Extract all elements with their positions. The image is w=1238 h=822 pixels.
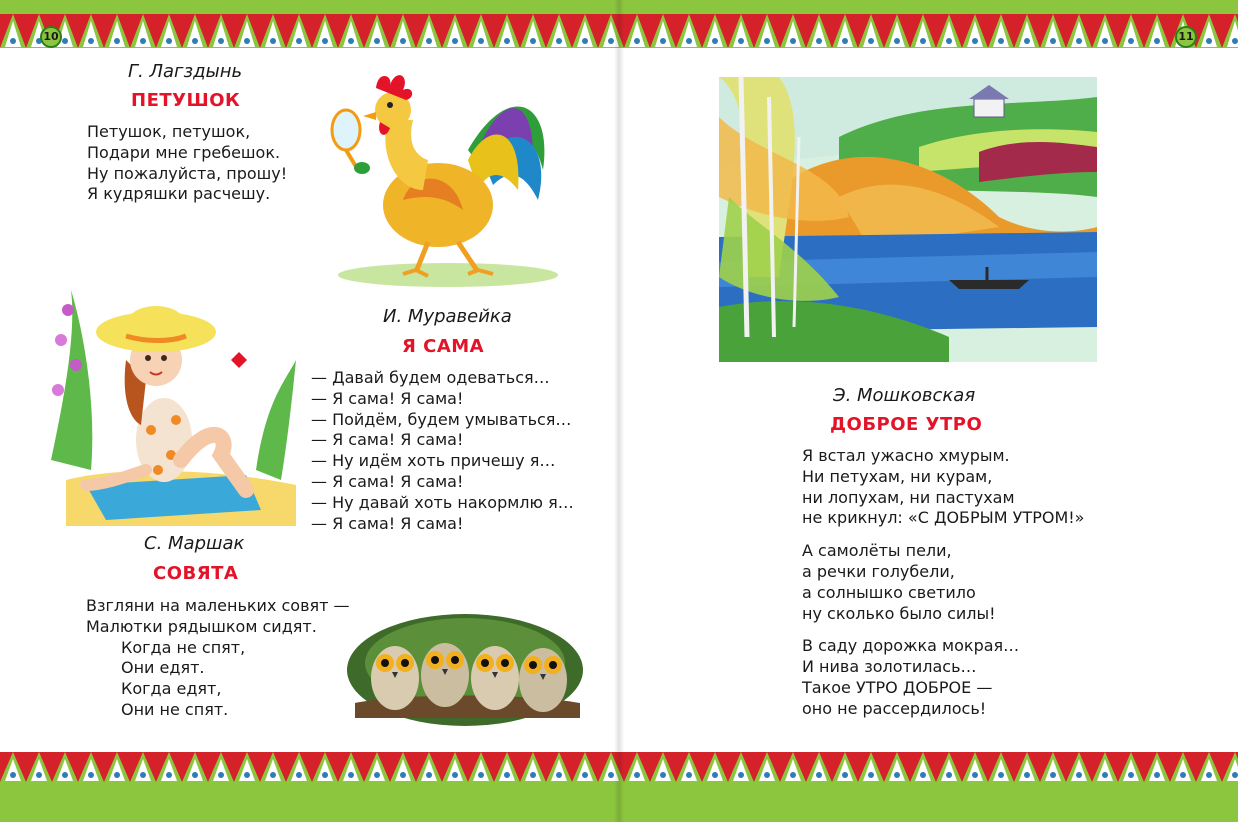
poem-line: Подари мне гребешок.: [87, 142, 281, 162]
title-petushok: ПЕТУШОК: [131, 90, 241, 111]
author-marshak: С. Маршак: [144, 533, 245, 554]
poem-line: Ну пожалуйста, прошу!: [87, 163, 288, 183]
poem-line: не крикнул: «С ДОБРЫМ УТРОМ!»: [802, 508, 1085, 528]
poem-ya-sama: [311, 368, 574, 534]
poem-line: — Я сама! Я сама!: [311, 471, 464, 491]
author-moshkovskaya: Э. Мошковская: [833, 385, 976, 406]
author-muraveika: И. Муравейка: [383, 306, 512, 327]
poem-stanza: [802, 446, 1084, 529]
poem-line: — Ну давай хоть накормлю я…: [311, 492, 574, 512]
poem-line: а солнышко светило: [802, 582, 976, 602]
poem-line: — Я сама! Я сама!: [311, 430, 464, 450]
landscape-painting: [719, 77, 1097, 362]
poem-stanza: [802, 636, 1084, 719]
poem-line: Петушок, петушок,: [87, 122, 251, 141]
poem-line: Они не спят.: [121, 699, 229, 719]
poem-line: оно не рассердилось!: [802, 698, 987, 718]
girl-illustration: [46, 270, 301, 526]
poem-line: — Пойдём, будем умываться…: [311, 409, 572, 429]
page-number-left: 10: [40, 26, 62, 48]
poem-line: Такое УТРО ДОБРОЕ —: [802, 677, 993, 697]
author-lagzdyn: Г. Лагздынь: [128, 61, 243, 82]
title-ya-sama: Я САМА: [402, 336, 485, 357]
poem-line: Когда не спят,: [121, 637, 246, 657]
poem-sovyata: [86, 596, 350, 721]
poem-stanza: [802, 541, 1084, 624]
page-number-right: 11: [1175, 26, 1197, 48]
owlets-illustration: [345, 608, 585, 728]
poem-line: — Ну идём хоть причешу я…: [311, 451, 556, 471]
poem-line: В саду дорожка мокрая…: [802, 636, 1020, 656]
poem-line: Когда едят,: [121, 679, 222, 699]
poem-line: а речки голубели,: [802, 561, 955, 581]
poem-line: ни лопухам, ни пастухам: [802, 487, 1015, 507]
title-sovyata: СОВЯТА: [153, 563, 239, 584]
poem-line: А самолёты пели,: [802, 541, 952, 561]
poem-line: — Я сама! Я сама!: [311, 513, 464, 533]
poem-line: Взгляни на маленьких совят —: [86, 596, 350, 615]
poem-petushok: [87, 122, 287, 205]
rooster-illustration: [318, 60, 568, 290]
poem-line: Малютки рядышком сидят.: [86, 616, 317, 636]
poem-line: Они едят.: [121, 658, 205, 678]
poem-line: ну сколько было силы!: [802, 603, 996, 623]
poem-line: Я кудряшки расчешу.: [87, 184, 271, 204]
poem-line: Я встал ужасно хмурым.: [802, 446, 1010, 465]
poem-line: — Я сама! Я сама!: [311, 388, 464, 408]
book-spine: [614, 0, 624, 822]
poem-line: — Давай будем одеваться…: [311, 368, 550, 387]
poem-line: Ни петухам, ни курам,: [802, 466, 993, 486]
poem-line: И нива золотилась…: [802, 657, 977, 677]
poem-dobroe-utro: [802, 446, 1084, 732]
title-dobroe-utro: ДОБРОЕ УТРО: [830, 414, 983, 435]
